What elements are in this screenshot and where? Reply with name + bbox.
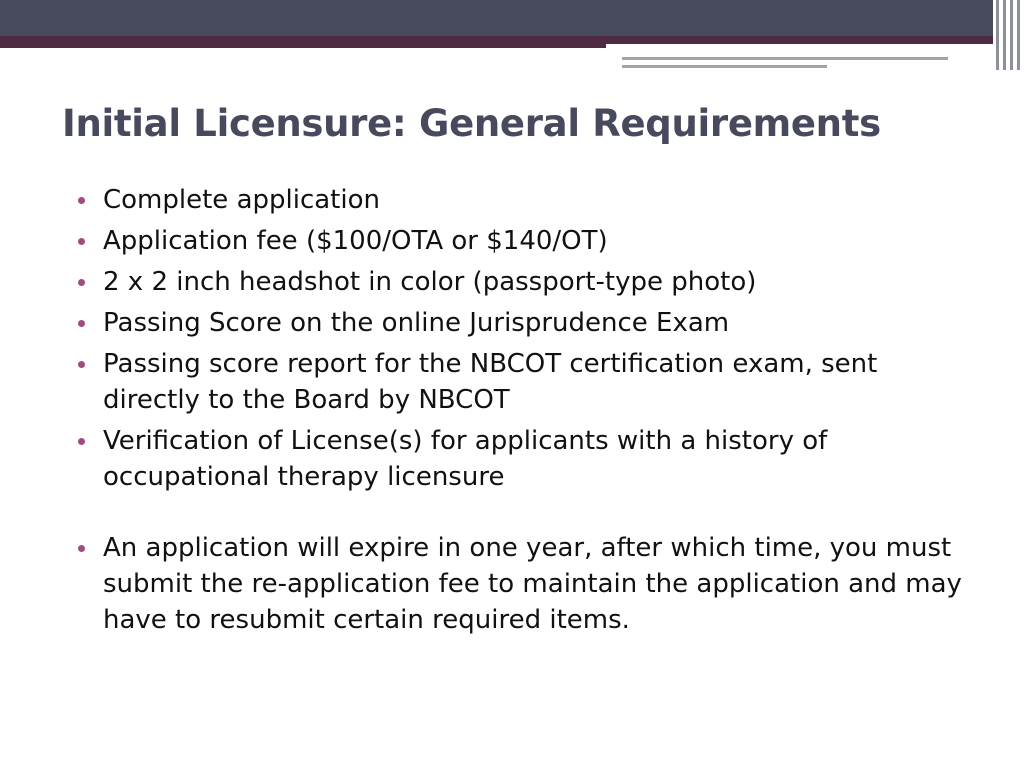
bullet-item [78, 305, 978, 341]
bullet-item [78, 346, 978, 418]
tab-line [622, 65, 827, 68]
decorative-bar [1010, 0, 1013, 70]
bullet-text: Passing score report for the NBCOT certification exam, sent directly to the Board by NBCOT [103, 349, 878, 415]
bullet-dot-icon [78, 361, 85, 368]
bullet-text: An application will expire in one year, after which time, you must submit the re-application fee to maintain the application and may have to resubmit certain required items. [103, 533, 962, 635]
decorative-bar [996, 0, 999, 70]
bullet-item [78, 223, 978, 259]
decorative-bars [993, 0, 1024, 70]
bullet-dot-icon [78, 320, 85, 327]
bullet-item [78, 264, 978, 300]
bullet-text: Verification of License(s) for applicants with a history of occupational therapy licensure [103, 426, 828, 492]
bullet-text: 2 x 2 inch headshot in color (passport-type photo) [103, 267, 757, 297]
bullet-item [78, 530, 978, 638]
bullet-text: Complete application [103, 185, 380, 215]
bullet-list [78, 182, 978, 643]
bullet-dot-icon [78, 545, 85, 552]
bullet-item [78, 182, 978, 218]
decorative-bar [1017, 0, 1020, 70]
bullet-dot-icon [78, 279, 85, 286]
bullet-dot-icon [78, 438, 85, 445]
header-band [0, 0, 1024, 36]
bullet-text: Passing Score on the online Jurisprudence Exam [103, 308, 730, 338]
bullet-text: Application fee ($100/OTA or $140/OT) [103, 226, 608, 256]
decorative-bar [1003, 0, 1006, 70]
bullet-dot-icon [78, 238, 85, 245]
bullet-item [78, 423, 978, 495]
tab-line [622, 57, 948, 60]
bullet-dot-icon [78, 197, 85, 204]
slide-title: Initial Licensure: General Requirements [62, 102, 881, 145]
